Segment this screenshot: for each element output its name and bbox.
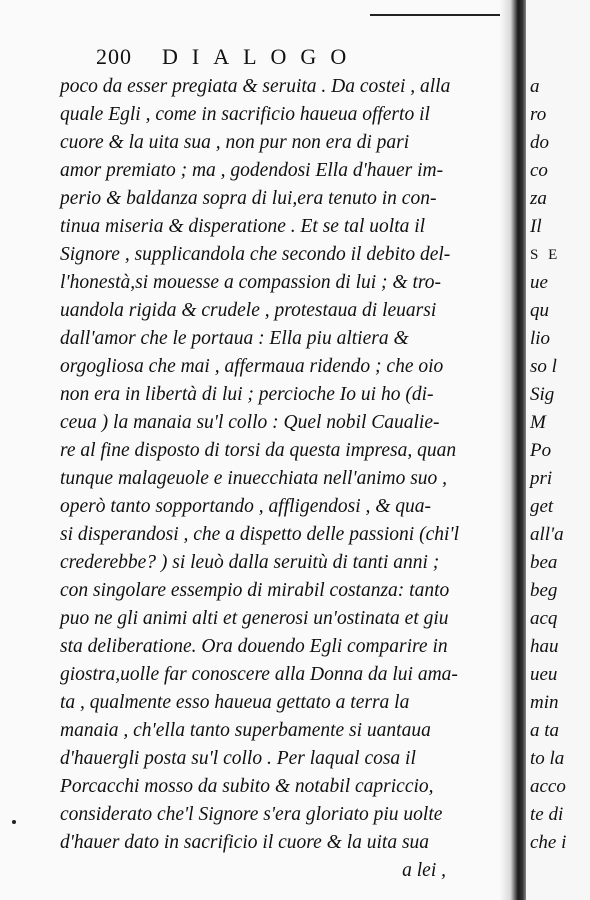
text-line: te di (530, 804, 564, 825)
text-line: za (530, 188, 547, 209)
text-line: ro (530, 104, 547, 125)
text-line: poco da esser pregiata & seruita . Da costei , alla (60, 76, 451, 97)
text-line: acco (530, 776, 566, 797)
text-line: get (530, 496, 554, 517)
text-line: a (530, 76, 540, 97)
right-page-text (530, 73, 590, 857)
text-line: cuore & la uita sua , non pur non era di pari (60, 132, 410, 153)
text-line: Il (530, 216, 542, 237)
text-line: S E (530, 247, 561, 263)
text-line: tinua miseria & disperatione . Et se tal uolta il (60, 216, 426, 237)
text-line: lio (530, 328, 551, 349)
text-line: con singolare essempio di mirabil costanza: tanto (60, 580, 450, 601)
text-line: ue (530, 272, 548, 293)
text-line: amor premiato ; ma , godendosi Ella d'hauer im- (60, 160, 444, 181)
text-line: beg (530, 580, 558, 601)
text-line: d'hauergli posta su'l collo . Per laqual cosa il (60, 748, 416, 769)
text-line: a lei , (402, 860, 446, 881)
text-line: dall'amor che le portaua : Ella piu altiera & (60, 328, 409, 349)
text-line: Sig (530, 384, 555, 405)
right-page (526, 0, 590, 900)
text-line: M (530, 412, 546, 433)
text-line: sta deliberatione. Ora douendo Egli comparire in (60, 636, 448, 657)
text-line: hau (530, 636, 559, 657)
text-line: si disperandosi , che a dispetto delle passioni (chi'l (60, 524, 460, 545)
text-line: uandola rigida & crudele , protestaua di leuarsi (60, 300, 437, 321)
text-line: ta , qualmente esso haueua gettato a terra la (60, 692, 410, 713)
text-line: re al fine disposto di torsi da questa impresa, quan (60, 440, 457, 461)
text-line: qu (530, 300, 549, 321)
text-line: acq (530, 608, 558, 629)
text-line: so l (530, 356, 557, 377)
text-line: perio & baldanza sopra di lui,era tenuto in con- (60, 188, 437, 209)
text-line: non era in libertà di lui ; percioche Io ui ho (di- (60, 384, 434, 405)
text-line: co (530, 160, 548, 181)
text-line: to la (530, 748, 565, 769)
text-line: do (530, 132, 549, 153)
text-line: Porcacchi mosso da subito & notabil capriccio, (60, 776, 434, 797)
text-line: operò tanto sopportando , affligendosi , & qua- (60, 496, 432, 517)
text-line: che i (530, 832, 567, 853)
text-line: ueu (530, 664, 558, 685)
page-header (96, 44, 360, 70)
text-line: manaia , ch'ella tanto superbamente si uantaua (60, 720, 431, 741)
text-line: pri (530, 468, 553, 489)
text-line: all'a (530, 524, 564, 545)
ink-speck (12, 820, 16, 824)
running-head: DIALOGO (162, 44, 361, 69)
text-line: giostra,uolle far conoscere alla Donna da lui ama- (60, 664, 458, 685)
text-line: considerato che'l Signore s'era gloriato piu uolte (60, 804, 443, 825)
text-line: Signore , supplicandola che secondo il debito del- (60, 244, 451, 265)
text-line: min (530, 692, 559, 713)
page-number: 200 (96, 44, 132, 69)
text-line: l'honestà,si mouesse a compassion di lui ; & tro- (60, 272, 441, 293)
text-line: orgogliosa che mai , affermaua ridendo ; che oio (60, 356, 444, 377)
text-line: d'hauer dato in sacrificio il cuore & la uita sua (60, 832, 430, 853)
text-line: crederebbe? ) si leuò dalla seruitù di tanti anni ; (60, 552, 440, 573)
text-line: puo ne gli animi alti et generosi un'ostinata et giu (60, 608, 449, 629)
text-line: tunque malageuole e inuecchiata nell'animo suo , (60, 468, 448, 489)
text-line: bea (530, 552, 558, 573)
text-line: a ta (530, 720, 560, 741)
text-line: Po (530, 440, 552, 461)
left-page-text (60, 73, 500, 885)
text-line: ceua ) la manaia su'l collo : Quel nobil Caualie- (60, 412, 440, 433)
text-line: quale Egli , come in sacrificio haueua offerto il (60, 104, 430, 125)
